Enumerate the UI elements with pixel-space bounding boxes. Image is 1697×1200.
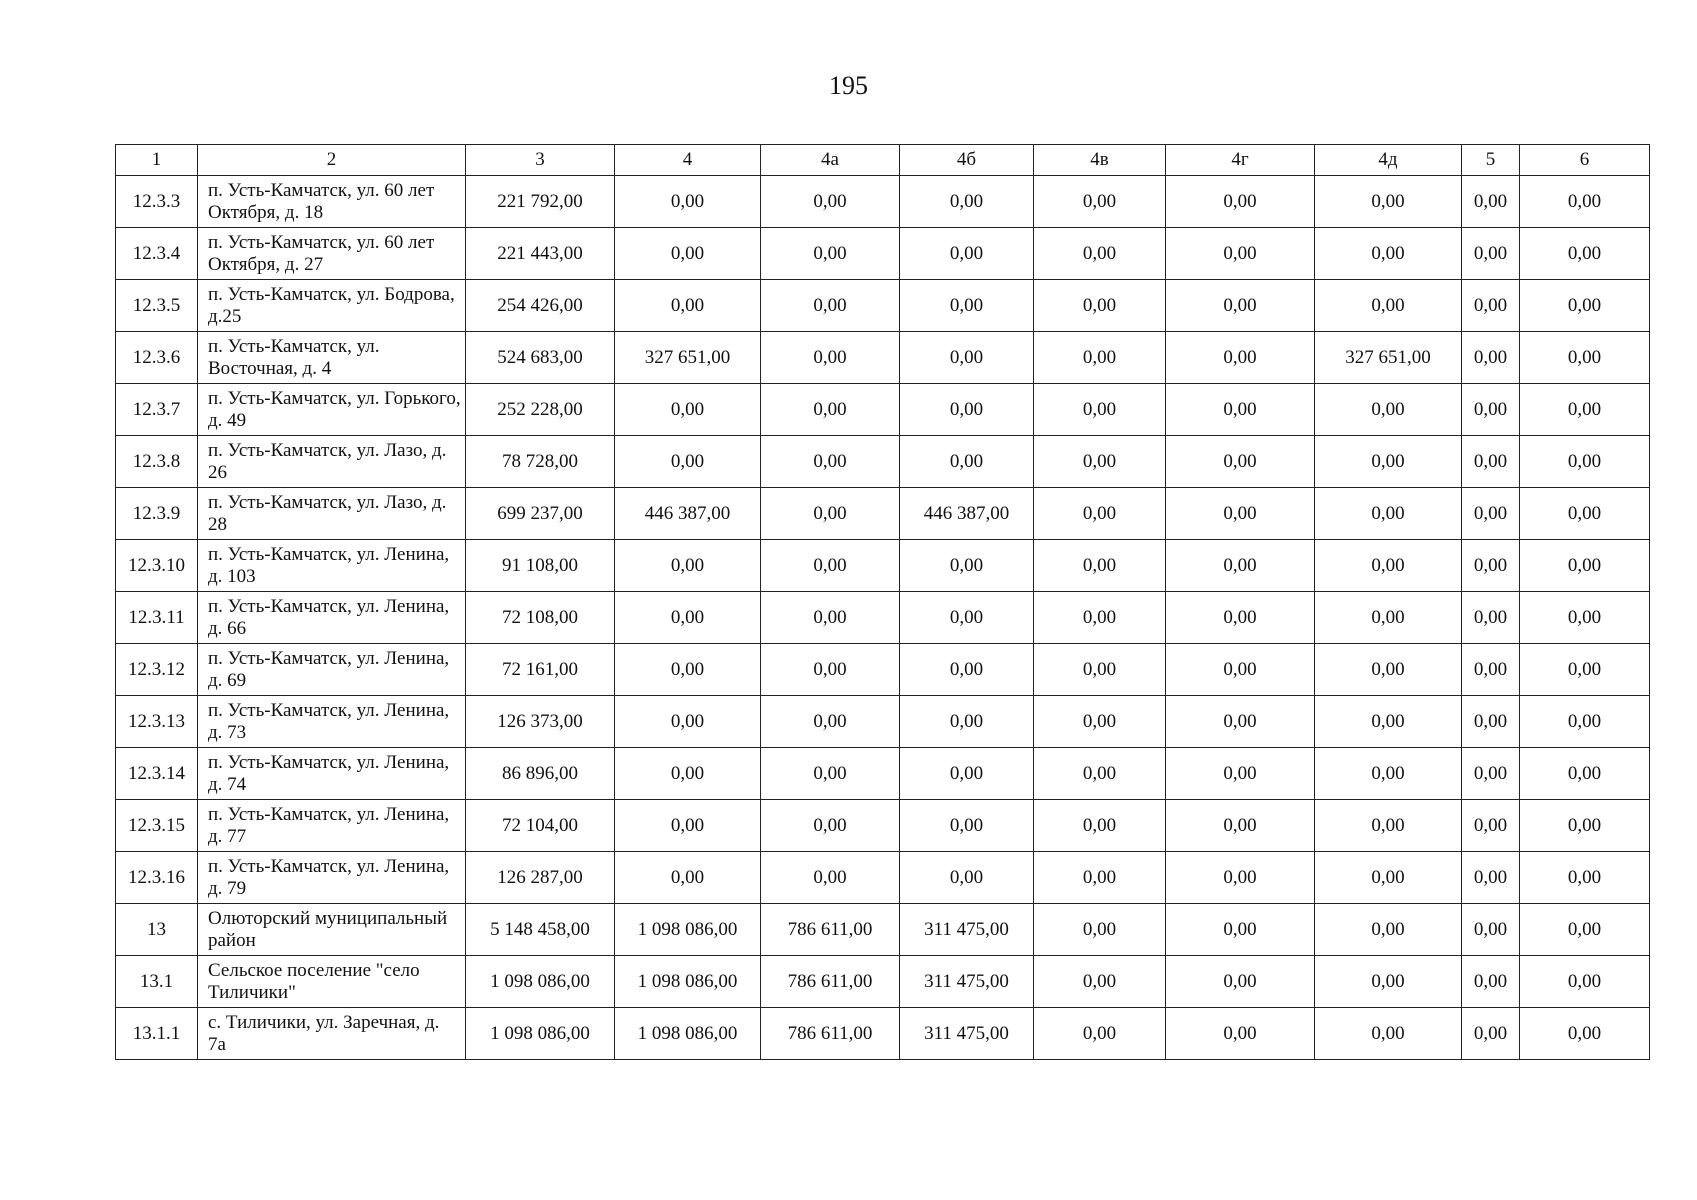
column-header: 3 [466,145,615,176]
value-cell: 0,00 [900,228,1034,280]
value-cell: 0,00 [1520,384,1650,436]
value-cell: 0,00 [900,592,1034,644]
column-header: 4 [615,145,761,176]
value-cell: 221 792,00 [466,176,615,228]
value-cell: 0,00 [1315,592,1462,644]
row-name-cell: п. Усть-Камчатск, ул. 60 лет Октября, д. 18 [198,176,466,228]
value-cell: 0,00 [761,488,900,540]
table-row [116,176,1650,228]
value-cell: 0,00 [1166,540,1315,592]
value-cell: 0,00 [1034,332,1166,384]
data-table [115,144,1650,1060]
value-cell: 0,00 [761,280,900,332]
value-cell: 0,00 [761,228,900,280]
table-row [116,1008,1650,1060]
value-cell: 0,00 [900,332,1034,384]
row-name-cell: с. Тиличики, ул. Заречная, д. 7а [198,1008,466,1060]
value-cell: 446 387,00 [900,488,1034,540]
value-cell: 0,00 [1315,852,1462,904]
value-cell: 0,00 [900,696,1034,748]
value-cell: 1 098 086,00 [615,956,761,1008]
value-cell: 0,00 [1462,800,1520,852]
value-cell: 0,00 [1166,280,1315,332]
value-cell: 0,00 [900,748,1034,800]
value-cell: 1 098 086,00 [615,1008,761,1060]
row-name-cell: п. Усть-Камчатск, ул. Ленина, д. 74 [198,748,466,800]
value-cell: 0,00 [615,540,761,592]
value-cell: 0,00 [1034,904,1166,956]
value-cell: 0,00 [615,228,761,280]
value-cell: 0,00 [761,540,900,592]
value-cell: 0,00 [615,800,761,852]
value-cell: 0,00 [1462,956,1520,1008]
value-cell: 0,00 [761,332,900,384]
value-cell: 0,00 [1462,176,1520,228]
row-name-cell: п. Усть-Камчатск, ул. Ленина, д. 79 [198,852,466,904]
value-cell: 0,00 [615,644,761,696]
value-cell: 0,00 [761,384,900,436]
value-cell: 0,00 [1520,488,1650,540]
value-cell: 0,00 [1315,384,1462,436]
table-row [116,280,1650,332]
value-cell: 0,00 [615,696,761,748]
value-cell: 446 387,00 [615,488,761,540]
value-cell: 0,00 [1315,904,1462,956]
value-cell: 0,00 [900,852,1034,904]
value-cell: 0,00 [1034,696,1166,748]
value-cell: 0,00 [1166,800,1315,852]
value-cell: 252 228,00 [466,384,615,436]
value-cell: 699 237,00 [466,488,615,540]
column-header: 4б [900,145,1034,176]
row-code-cell: 12.3.15 [116,800,198,852]
value-cell: 254 426,00 [466,280,615,332]
row-name-cell: п. Усть-Камчатск, ул. Ленина, д. 103 [198,540,466,592]
value-cell: 0,00 [1462,384,1520,436]
value-cell: 0,00 [1166,904,1315,956]
value-cell: 0,00 [900,436,1034,488]
value-cell: 0,00 [615,592,761,644]
table-row [116,696,1650,748]
value-cell: 327 651,00 [1315,332,1462,384]
row-code-cell: 12.3.13 [116,696,198,748]
row-name-cell: п. Усть-Камчатск, ул. Ленина, д. 66 [198,592,466,644]
row-code-cell: 12.3.10 [116,540,198,592]
value-cell: 78 728,00 [466,436,615,488]
value-cell: 0,00 [1520,592,1650,644]
value-cell: 0,00 [1462,228,1520,280]
value-cell: 0,00 [1520,644,1650,696]
value-cell: 0,00 [1034,644,1166,696]
value-cell: 0,00 [1166,488,1315,540]
table-row [116,592,1650,644]
row-name-cell: п. Усть-Камчатск, ул. Лазо, д. 28 [198,488,466,540]
value-cell: 72 108,00 [466,592,615,644]
value-cell: 0,00 [1462,592,1520,644]
value-cell: 0,00 [900,644,1034,696]
value-cell: 0,00 [1034,852,1166,904]
value-cell: 0,00 [615,852,761,904]
value-cell: 0,00 [1034,1008,1166,1060]
value-cell: 0,00 [1034,176,1166,228]
row-code-cell: 13 [116,904,198,956]
column-header: 5 [1462,145,1520,176]
value-cell: 0,00 [1520,748,1650,800]
value-cell: 0,00 [1462,488,1520,540]
value-cell: 0,00 [1462,436,1520,488]
value-cell: 0,00 [615,280,761,332]
value-cell: 126 373,00 [466,696,615,748]
row-code-cell: 12.3.12 [116,644,198,696]
value-cell: 0,00 [1315,956,1462,1008]
value-cell: 0,00 [1166,332,1315,384]
value-cell: 0,00 [615,436,761,488]
value-cell: 0,00 [1315,748,1462,800]
value-cell: 72 161,00 [466,644,615,696]
value-cell: 0,00 [1315,696,1462,748]
value-cell: 0,00 [1520,332,1650,384]
column-header: 4а [761,145,900,176]
value-cell: 0,00 [1462,696,1520,748]
value-cell: 0,00 [1166,384,1315,436]
value-cell: 0,00 [761,176,900,228]
table-row [116,384,1650,436]
value-cell: 327 651,00 [615,332,761,384]
value-cell: 1 098 086,00 [615,904,761,956]
value-cell: 311 475,00 [900,1008,1034,1060]
value-cell: 0,00 [1034,540,1166,592]
value-cell: 0,00 [1034,228,1166,280]
row-code-cell: 12.3.11 [116,592,198,644]
value-cell: 786 611,00 [761,904,900,956]
row-name-cell: п. Усть-Камчатск, ул. Ленина, д. 77 [198,800,466,852]
value-cell: 221 443,00 [466,228,615,280]
value-cell: 86 896,00 [466,748,615,800]
row-code-cell: 12.3.16 [116,852,198,904]
column-header: 4в [1034,145,1166,176]
value-cell: 0,00 [761,748,900,800]
row-name-cell: п. Усть-Камчатск, ул. Горького, д. 49 [198,384,466,436]
value-cell: 0,00 [761,852,900,904]
row-code-cell: 12.3.9 [116,488,198,540]
value-cell: 0,00 [1462,904,1520,956]
value-cell: 0,00 [1166,176,1315,228]
value-cell: 0,00 [761,436,900,488]
value-cell: 0,00 [1166,228,1315,280]
column-header: 4г [1166,145,1315,176]
value-cell: 0,00 [1462,852,1520,904]
table-row [116,800,1650,852]
value-cell: 0,00 [900,800,1034,852]
value-cell: 0,00 [1166,436,1315,488]
row-code-cell: 12.3.4 [116,228,198,280]
value-cell: 0,00 [1520,540,1650,592]
value-cell: 786 611,00 [761,1008,900,1060]
row-code-cell: 12.3.3 [116,176,198,228]
value-cell: 0,00 [1520,280,1650,332]
header-row [116,145,1650,176]
column-header: 4д [1315,145,1462,176]
value-cell: 0,00 [1520,176,1650,228]
value-cell: 0,00 [1315,228,1462,280]
row-name-cell: п. Усть-Камчатск, ул. Бодрова, д.25 [198,280,466,332]
row-name-cell: п. Усть-Камчатск, ул. Ленина, д. 73 [198,696,466,748]
value-cell: 786 611,00 [761,956,900,1008]
value-cell: 0,00 [1315,540,1462,592]
row-name-cell: п. Усть-Камчатск, ул. Ленина, д. 69 [198,644,466,696]
value-cell: 0,00 [1315,436,1462,488]
table-row [116,904,1650,956]
table-row [116,436,1650,488]
table-row [116,332,1650,384]
row-code-cell: 12.3.14 [116,748,198,800]
value-cell: 0,00 [1034,436,1166,488]
row-name-cell: Олюторский муниципальный район [198,904,466,956]
value-cell: 0,00 [1166,644,1315,696]
value-cell: 0,00 [1315,280,1462,332]
value-cell: 0,00 [900,540,1034,592]
table-row [116,228,1650,280]
value-cell: 0,00 [1034,592,1166,644]
value-cell: 0,00 [1034,384,1166,436]
table-row [116,540,1650,592]
value-cell: 0,00 [1315,644,1462,696]
row-code-cell: 12.3.8 [116,436,198,488]
value-cell: 0,00 [1462,280,1520,332]
value-cell: 0,00 [761,696,900,748]
value-cell: 0,00 [1166,956,1315,1008]
value-cell: 0,00 [761,644,900,696]
value-cell: 0,00 [1166,748,1315,800]
value-cell: 0,00 [1520,696,1650,748]
value-cell: 0,00 [1166,592,1315,644]
column-header: 6 [1520,145,1650,176]
value-cell: 0,00 [615,384,761,436]
table-header [116,145,1650,176]
row-name-cell: п. Усть-Камчатск, ул. 60 лет Октября, д. 27 [198,228,466,280]
value-cell: 0,00 [1315,176,1462,228]
value-cell: 0,00 [615,176,761,228]
value-cell: 0,00 [1166,852,1315,904]
value-cell: 72 104,00 [466,800,615,852]
table-row [116,488,1650,540]
row-code-cell: 13.1 [116,956,198,1008]
value-cell: 0,00 [1520,956,1650,1008]
value-cell: 0,00 [1034,800,1166,852]
value-cell: 0,00 [1462,748,1520,800]
value-cell: 311 475,00 [900,956,1034,1008]
value-cell: 0,00 [900,384,1034,436]
value-cell: 0,00 [1166,696,1315,748]
value-cell: 0,00 [1462,332,1520,384]
value-cell: 0,00 [1034,488,1166,540]
table-row [116,956,1650,1008]
row-code-cell: 12.3.5 [116,280,198,332]
row-code-cell: 13.1.1 [116,1008,198,1060]
value-cell: 91 108,00 [466,540,615,592]
value-cell: 1 098 086,00 [466,1008,615,1060]
value-cell: 0,00 [1462,1008,1520,1060]
value-cell: 0,00 [1034,956,1166,1008]
value-cell: 0,00 [1166,1008,1315,1060]
table-row [116,852,1650,904]
value-cell: 0,00 [900,176,1034,228]
value-cell: 0,00 [1520,852,1650,904]
value-cell: 0,00 [1520,904,1650,956]
table-body [116,176,1650,1060]
value-cell: 126 287,00 [466,852,615,904]
value-cell: 0,00 [1520,228,1650,280]
value-cell: 5 148 458,00 [466,904,615,956]
value-cell: 0,00 [1462,540,1520,592]
table-row [116,748,1650,800]
column-header: 2 [198,145,466,176]
row-name-cell: п. Усть-Камчатск, ул. Восточная, д. 4 [198,332,466,384]
page-number: 195 [829,71,868,100]
value-cell: 0,00 [615,748,761,800]
value-cell: 0,00 [1315,488,1462,540]
value-cell: 311 475,00 [900,904,1034,956]
value-cell: 1 098 086,00 [466,956,615,1008]
value-cell: 0,00 [1315,800,1462,852]
value-cell: 0,00 [1034,748,1166,800]
table-row [116,644,1650,696]
value-cell: 0,00 [761,800,900,852]
row-code-cell: 12.3.7 [116,384,198,436]
column-header: 1 [116,145,198,176]
value-cell: 0,00 [1315,1008,1462,1060]
row-code-cell: 12.3.6 [116,332,198,384]
value-cell: 0,00 [900,280,1034,332]
row-name-cell: п. Усть-Камчатск, ул. Лазо, д. 26 [198,436,466,488]
value-cell: 0,00 [1520,436,1650,488]
value-cell: 524 683,00 [466,332,615,384]
value-cell: 0,00 [1034,280,1166,332]
value-cell: 0,00 [1520,1008,1650,1060]
row-name-cell: Сельское поселение "село Тиличики" [198,956,466,1008]
value-cell: 0,00 [761,592,900,644]
value-cell: 0,00 [1520,800,1650,852]
value-cell: 0,00 [1462,644,1520,696]
